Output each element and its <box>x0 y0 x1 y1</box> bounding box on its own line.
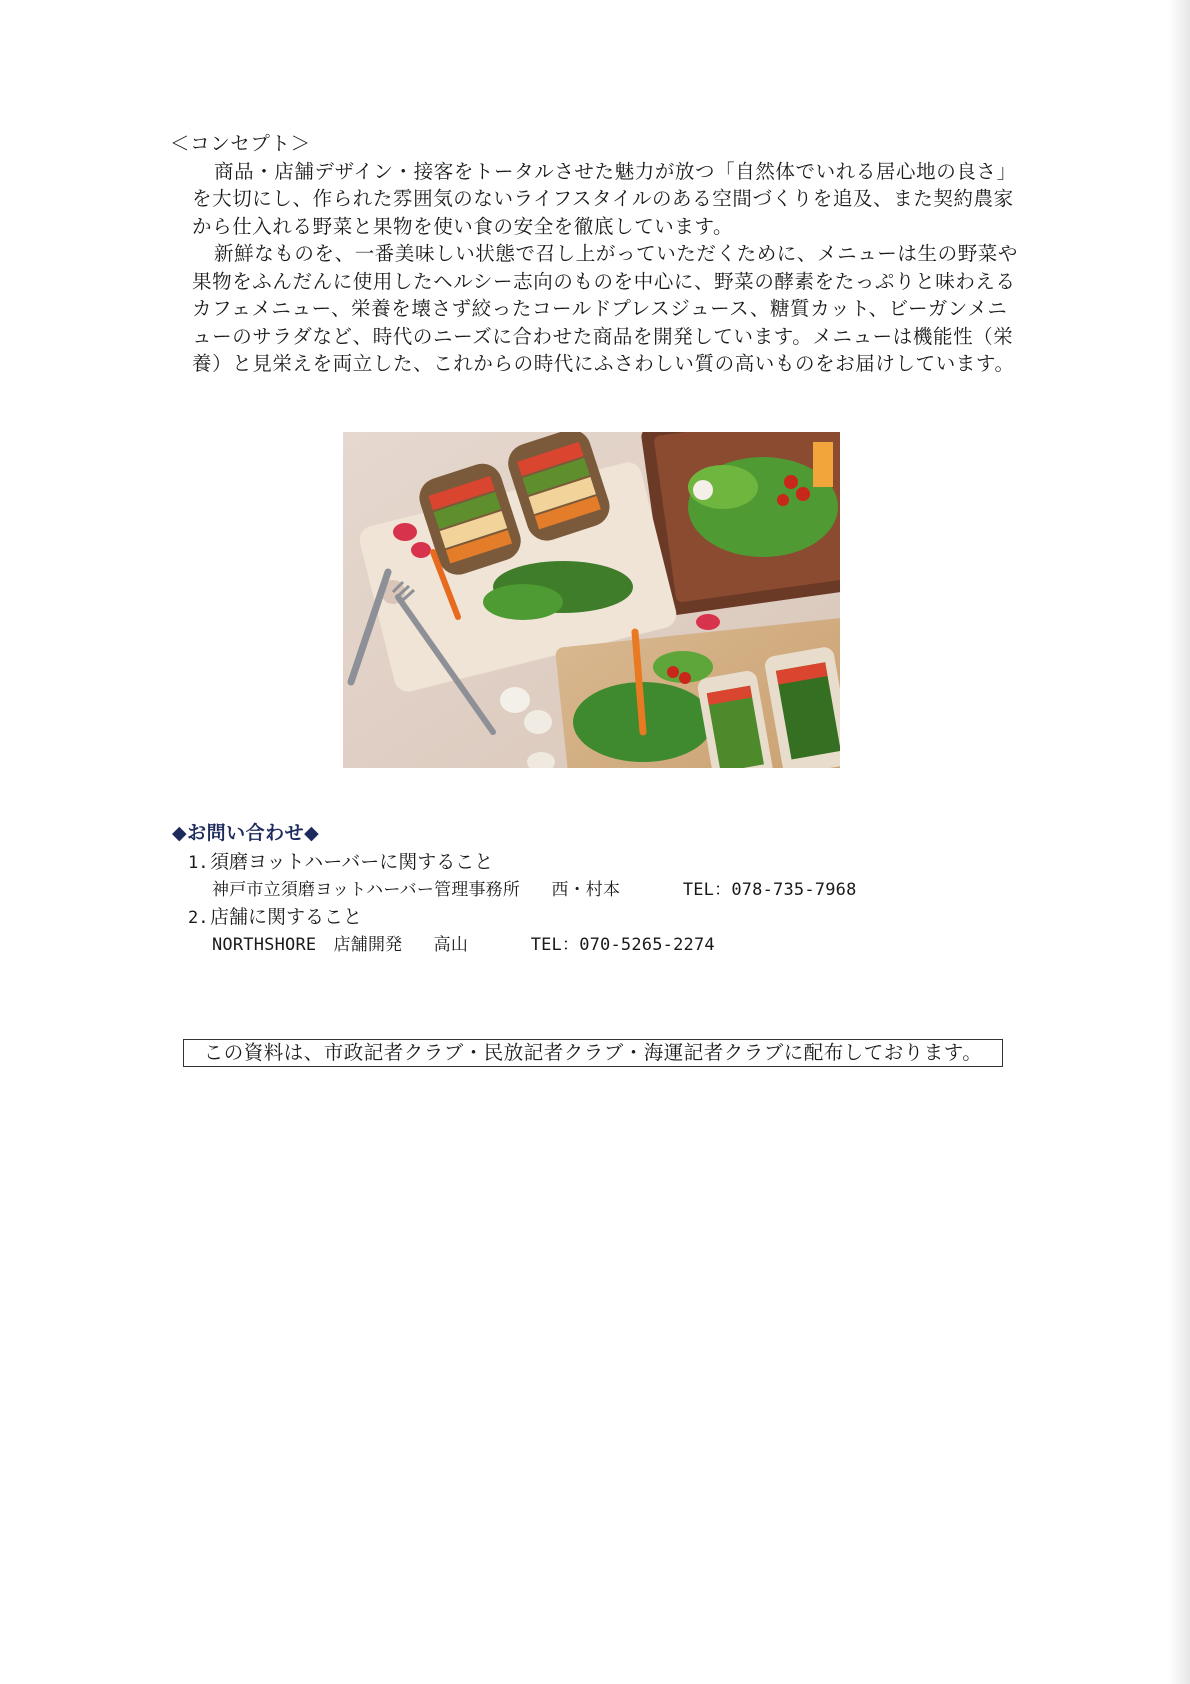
contact-detail <box>172 932 992 959</box>
contact-tel: TEL：078-735-7968 <box>682 880 857 900</box>
concept-paragraph: 新鮮なものを、一番美味しい状態で召し上がっていただくために、メニューは生の野菜や果物をふんだんに使用したヘルシー志向のものを中心に、野菜の酵素をたっぷりと味わえるカフェメニュー、栄養を壊さず絞ったコールドプレスジュース、糖質カット、ビーガンメニューのサラダなど、時代のニーズに合わせた商品を開発しています。メニューは機能性（栄養）と見栄えを両立した、これからの時代にふさわしい質の高いものをお届けしています。 <box>192 242 1019 375</box>
concept-section <box>170 130 1020 378</box>
food-photo <box>343 432 840 768</box>
contact-org: NORTHSHORE 店舗開発 <box>212 935 403 955</box>
contact-section <box>172 820 992 959</box>
contact-person: 高山 <box>433 935 469 955</box>
contact-item-title: 須磨ヨットハーバーに関すること <box>210 851 494 873</box>
contact-item <box>172 849 992 877</box>
distribution-notice: この資料は、市政記者クラブ・民放記者クラブ・海運記者クラブに配布しております。 <box>183 1039 1003 1067</box>
contact-heading: ◆お問い合わせ◆ <box>172 822 320 844</box>
contact-item <box>172 904 992 932</box>
contact-person: 西・村本 <box>551 880 621 900</box>
concept-heading: ＜コンセプト＞ <box>170 132 311 155</box>
contact-org: 神戸市立須磨ヨットハーバー管理事務所 <box>212 880 521 900</box>
contact-tel: TEL：070-5265-2274 <box>530 935 715 955</box>
concept-paragraph: 商品・店舗デザイン・接客をトータルさせた魅力が放つ「自然体でいれる居心地の良さ」を大切にし、作られた雰囲気のないライフスタイルのある空間づくりを追及、また契約農家から仕入れる野菜と果物を使い食の安全を徹底しています。 <box>192 159 1017 238</box>
contact-item-number: 1. <box>188 853 209 873</box>
page-edge <box>1168 0 1190 1684</box>
contact-detail <box>172 877 992 904</box>
contact-item-title: 店舗に関すること <box>210 906 363 928</box>
contact-item-number: 2. <box>188 908 209 928</box>
